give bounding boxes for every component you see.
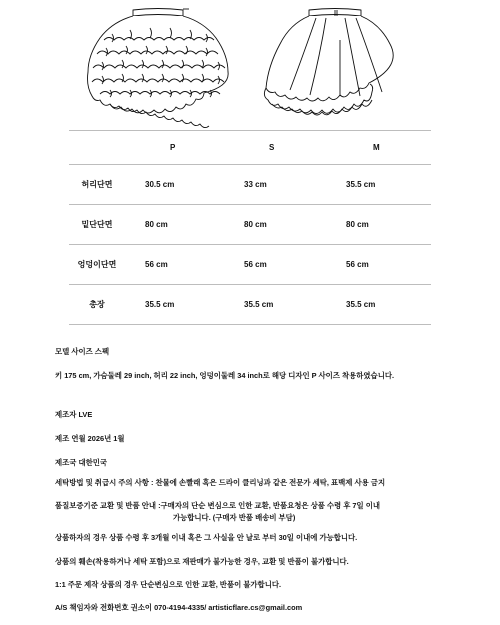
model-spec-title: 모델 사이즈 스펙 xyxy=(55,347,110,356)
cell-length-s: 35.5 cm xyxy=(227,285,329,325)
size-table xyxy=(69,130,431,325)
cell-hem-m: 80 cm xyxy=(329,205,431,245)
table-row xyxy=(69,285,431,325)
damage-policy: 상품의 훼손(착용하거나 세탁 포함)으로 재판매가 불가능한 경우, 교환 및 반품이 불가합니다. xyxy=(55,557,349,566)
tutu-skirt-front-sketch xyxy=(88,9,229,128)
cell-length-m: 35.5 cm xyxy=(329,285,431,325)
cell-length-p: 35.5 cm xyxy=(125,285,227,325)
cell-hip-s: 56 cm xyxy=(227,245,329,285)
table-row xyxy=(69,165,431,205)
cell-hem-s: 80 cm xyxy=(227,205,329,245)
row-label-length: 총장 xyxy=(69,285,125,325)
exchange-policy: 품질보증기준 교환 및 반품 안내 :구매자의 단순 변심으로 인한 교환, 반품요청은 상품 수령 후 7일 이내 xyxy=(55,501,381,510)
size-header-p: P xyxy=(125,131,227,165)
table-row xyxy=(69,205,431,245)
cell-hip-p: 56 cm xyxy=(125,245,227,285)
tutu-skirt-back-sketch xyxy=(264,9,393,116)
as-contact: A/S 책임자와 전화번호 권소이 070-4194-4335/ artisticflare.cs@gmail.com xyxy=(55,603,303,612)
size-header-s: S xyxy=(227,131,329,165)
size-table-header-row xyxy=(69,131,431,165)
row-label-hip: 엉덩이단면 xyxy=(69,245,125,285)
cell-waist-m: 35.5 cm xyxy=(329,165,431,205)
row-label-waist: 허리단면 xyxy=(69,165,125,205)
cell-hip-m: 56 cm xyxy=(329,245,431,285)
cell-waist-s: 33 cm xyxy=(227,165,329,205)
maker-info: 제조자 LVE xyxy=(55,410,93,419)
product-sketches xyxy=(0,0,500,128)
table-row xyxy=(69,245,431,285)
cell-hem-p: 80 cm xyxy=(125,205,227,245)
size-table-corner xyxy=(69,131,125,165)
model-spec-text: 키 175 cm, 가슴둘레 29 inch, 허리 22 inch, 엉덩이둘레 34 inch로 해당 디자인 P 사이즈 착용하였습니다. xyxy=(55,371,395,380)
manufacture-country: 제조국 대한민국 xyxy=(55,458,108,467)
size-header-m: M xyxy=(329,131,431,165)
manufacture-date: 제조 연월 2026년 1월 xyxy=(55,434,125,443)
cell-waist-p: 30.5 cm xyxy=(125,165,227,205)
row-label-hem: 밑단단면 xyxy=(69,205,125,245)
care-instructions: 세탁방법 및 취급시 주의 사항 : 찬물에 손빨래 혹은 드라이 클리닝과 같은 전문가 세탁, 표백제 사용 금지 xyxy=(55,478,386,487)
exchange-policy-cont: 가능합니다. (구매자 반품 배송비 부담) xyxy=(173,513,296,522)
defect-policy: 상품하자의 경우 상품 수령 후 3개월 이내 혹은 그 사실을 안 날로 부터 30일 이내에 가능합니다. xyxy=(55,533,358,542)
custom-order-policy: 1:1 주문 제작 상품의 경우 단순변심으로 인한 교환, 반품이 불가합니다. xyxy=(55,580,282,589)
